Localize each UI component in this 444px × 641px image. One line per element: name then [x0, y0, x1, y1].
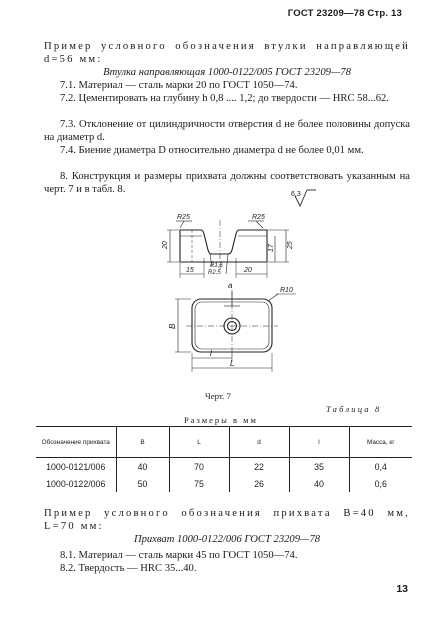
header-l-inner: l: [289, 427, 349, 458]
example-lead-2: Пример условного обозначения прихвата B=40 мм, L=70 мм:: [44, 508, 410, 532]
figure-caption: Черт. 7: [205, 391, 231, 401]
cell: 0,4: [349, 458, 412, 476]
clamp-drawing: [140, 188, 330, 376]
table-row: [36, 475, 412, 492]
designation-2: Прихват 1000-0122/006 ГОСТ 23209—78: [133, 534, 321, 545]
table-row: [36, 458, 412, 476]
header-designation: Обозначение прихвата: [36, 427, 116, 458]
plan-b-label: B: [168, 323, 177, 329]
designation-1: Втулка направляющая 1000-0122/005 ГОСТ 23209—78: [103, 67, 351, 78]
plan-view: [168, 281, 296, 372]
header-l-outer: L: [169, 427, 229, 458]
table-header-row: [36, 427, 412, 458]
units-label: Размеры в мм: [184, 415, 258, 425]
front-height-right-2: 25: [287, 241, 294, 249]
cell: 0,6: [349, 475, 412, 492]
front-dim-left: 15: [186, 267, 194, 274]
clause-8-1: 8.1. Материал — сталь марки 45 по ГОСТ 1050—74.: [60, 550, 298, 561]
front-height-left: 20: [162, 241, 169, 249]
cell: 1000-0122/006: [46, 478, 106, 489]
example-lead-1: Пример условного обозначения втулки направляющей d=56 мм:: [44, 41, 410, 65]
cell: 1000-0121/006: [46, 461, 106, 472]
plan-a-label: a: [228, 281, 233, 290]
clause-7-1: 7.1. Материал — сталь марки 20 по ГОСТ 1050—74.: [60, 80, 298, 91]
plan-l-inner-label: l: [210, 349, 212, 358]
header-d: d: [229, 427, 289, 458]
clause-8-2: 8.2. Твердость — HRC 35...40.: [60, 563, 197, 574]
cell: 35: [289, 458, 349, 476]
roughness-value: 6,3: [291, 191, 301, 198]
front-radius-bottom-1: R1,6: [210, 263, 223, 269]
clause-8: 8. Конструкция и размеры прихвата должны соответствовать указанным на черт. 7 и в табл. 8.: [44, 171, 410, 195]
page-number: 13: [396, 583, 408, 595]
header-b: B: [116, 427, 169, 458]
plan-radius: R10: [280, 287, 293, 294]
cell: 26: [229, 475, 289, 492]
header-mass: Масса, кг: [349, 427, 412, 458]
clause-7-3: 7.3. Отклонение от цилиндричности отверстия d не более половины допуска на диаметр d.: [44, 119, 410, 143]
cell: 70: [169, 458, 229, 476]
table-8: [36, 426, 412, 492]
cell: 50: [116, 475, 169, 492]
table-label: Таблица 8: [326, 404, 382, 414]
front-radius-bottom-2: R2,5: [208, 270, 221, 276]
clause-7-4: 7.4. Биение диаметра D относительно диаметра d не более 0,01 мм.: [60, 145, 364, 156]
cell: 75: [169, 475, 229, 492]
clause-7-2: 7.2. Цементировать на глубину h 0,8 .... 1,2; до твердости — HRC 58...62.: [60, 93, 389, 104]
front-dim-right: 20: [244, 267, 252, 274]
front-radius-left: R25: [177, 214, 190, 221]
roughness-symbol: [291, 190, 316, 206]
front-radius-right: R25: [252, 214, 265, 221]
cell: 22: [229, 458, 289, 476]
cell: 40: [289, 475, 349, 492]
cell: 40: [116, 458, 169, 476]
front-view: [162, 214, 294, 278]
front-height-right-1: 17: [268, 244, 275, 252]
plan-l-outer-label: L: [230, 359, 235, 368]
page-header: ГОСТ 23209—78 Стр. 13: [287, 8, 402, 19]
